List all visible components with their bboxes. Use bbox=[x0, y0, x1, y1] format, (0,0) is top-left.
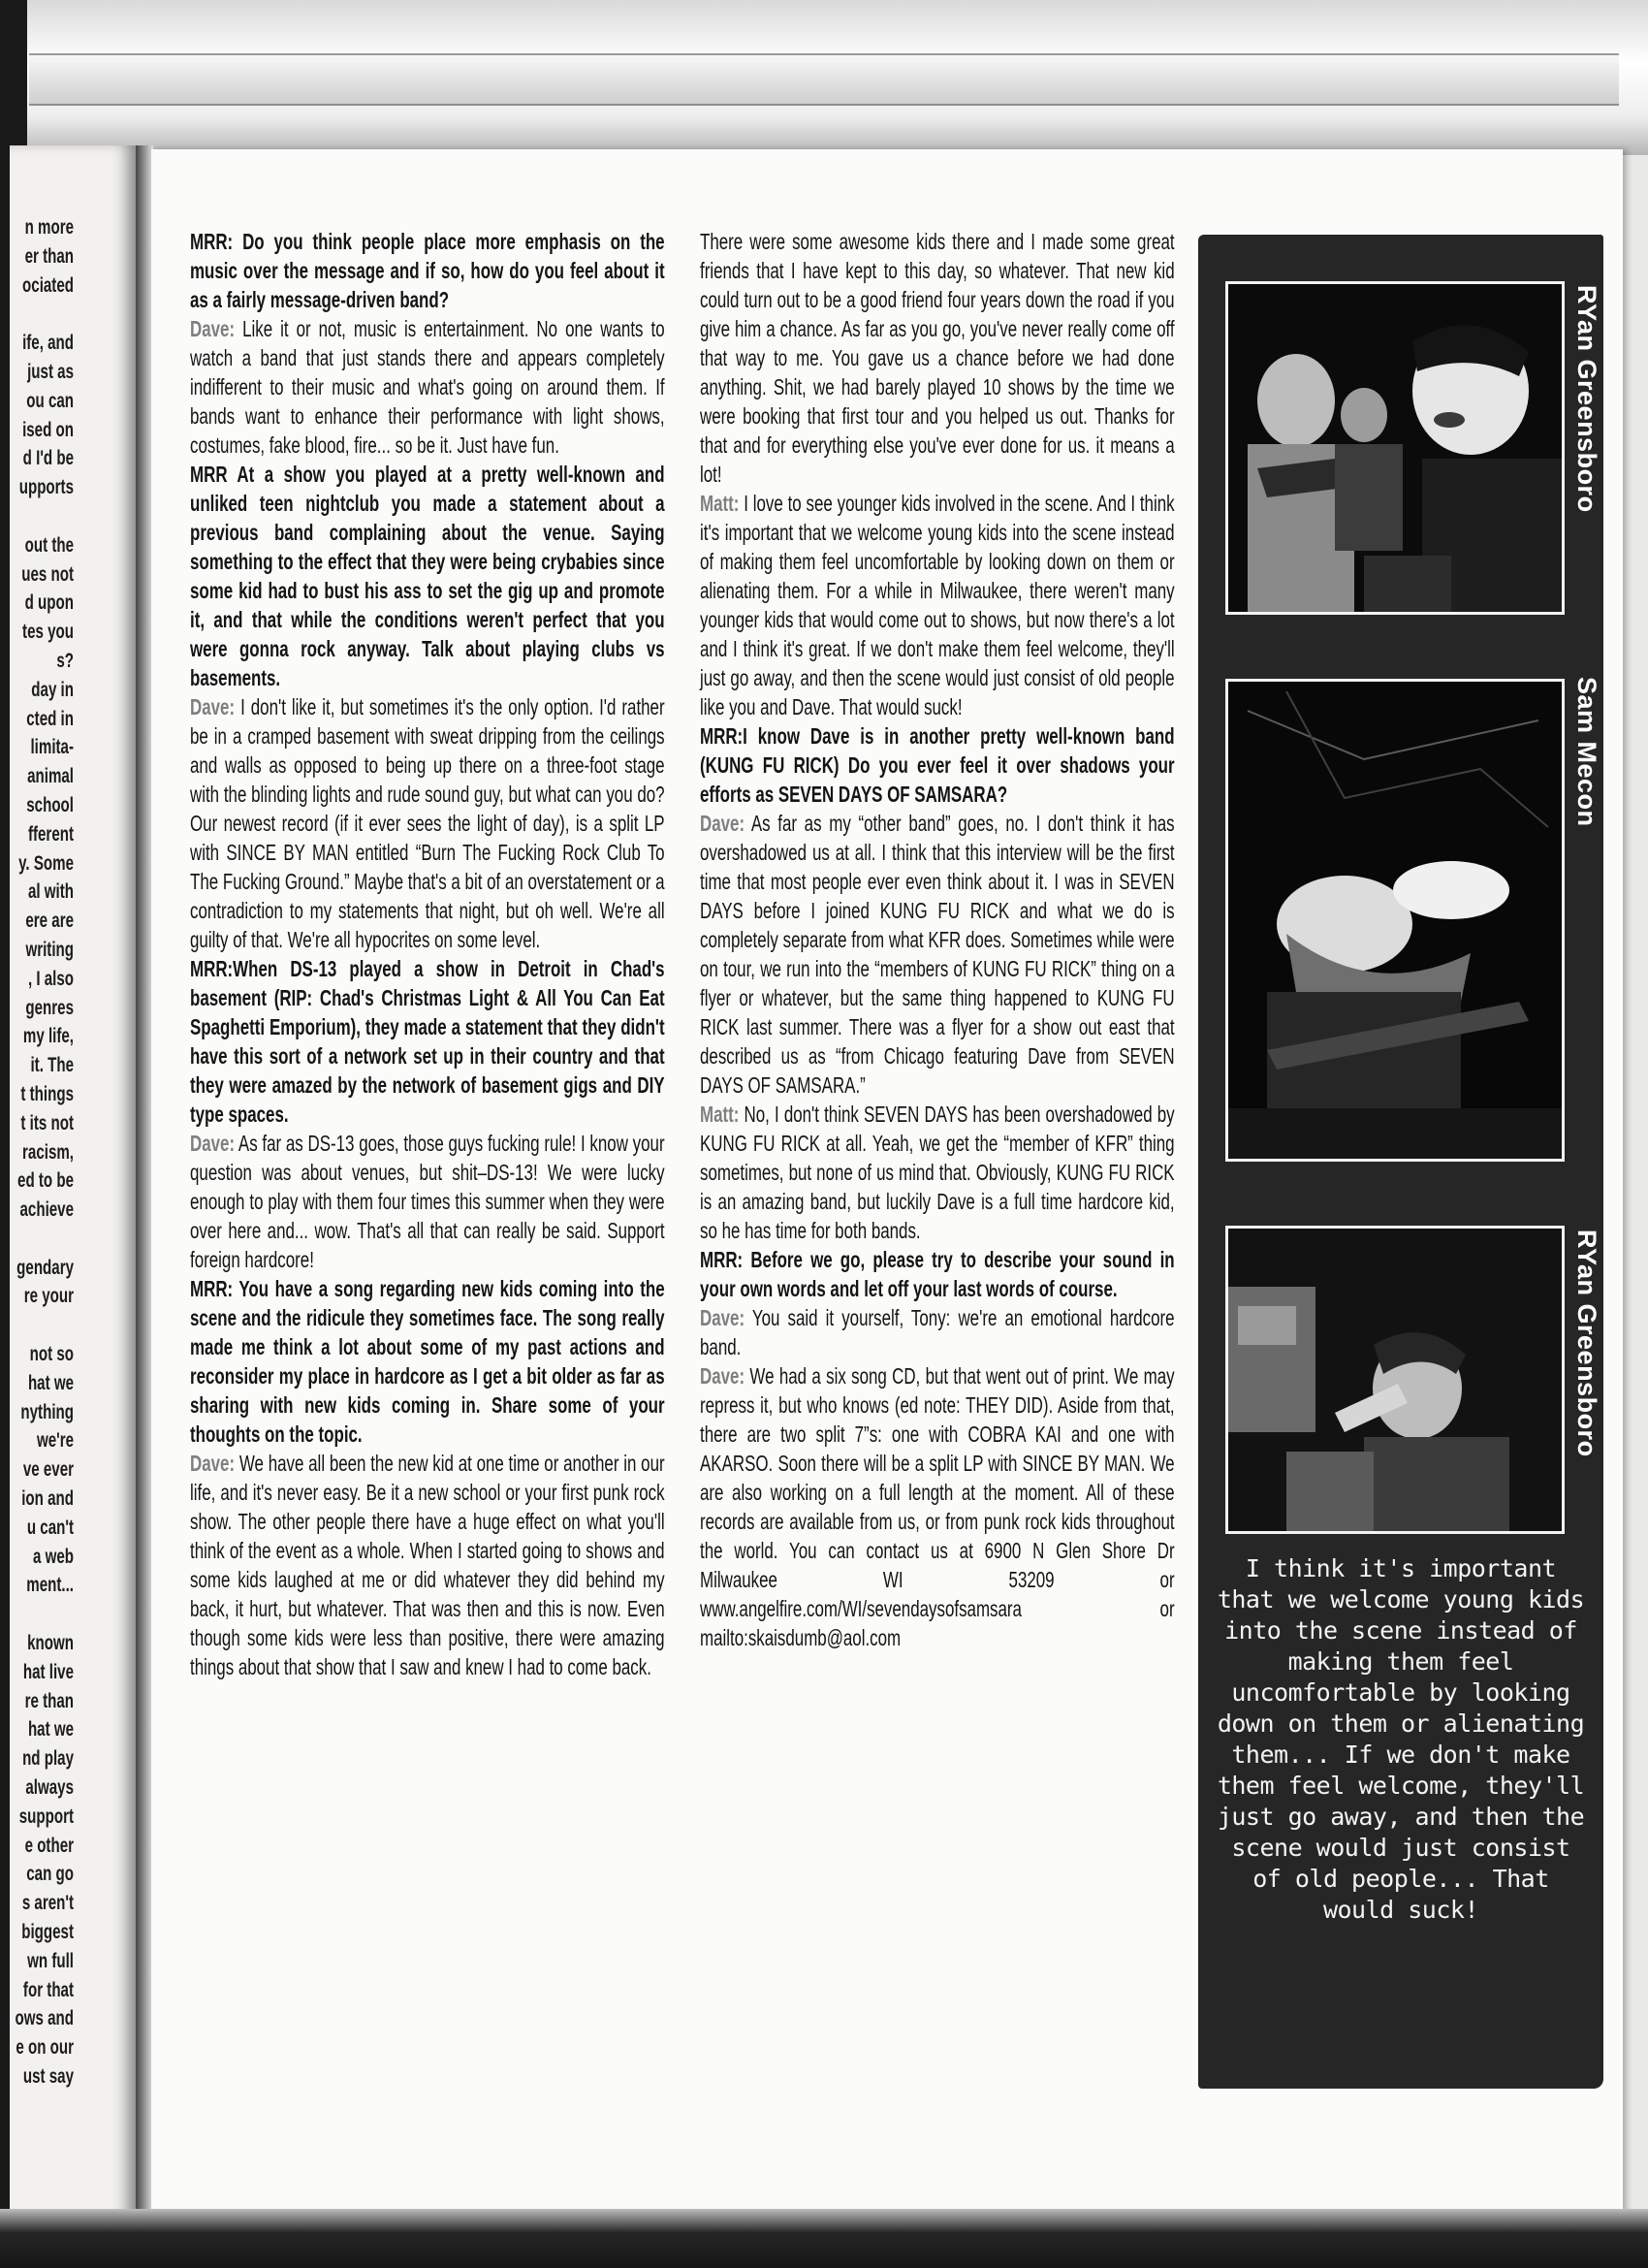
speaker-name: Dave: bbox=[700, 811, 745, 836]
previous-page-line: achieve bbox=[19, 1198, 74, 1222]
previous-page-line: ion and bbox=[21, 1487, 74, 1511]
speaker-name: Dave: bbox=[700, 1305, 745, 1330]
previous-page-line: can go bbox=[26, 1863, 74, 1886]
answer-text: Like it or not, music is entertainment. No one wants to watch a band that just stands there and appears completely indifferent to their music and what's going on around them. If bands want to enhance their performance with light shows, costumes, fake blood, fire... so be it. Just have fun. bbox=[190, 316, 665, 458]
previous-page-line: limita- bbox=[30, 736, 74, 759]
previous-page-line: ve ever bbox=[22, 1458, 74, 1482]
interview-column-middle bbox=[700, 227, 1175, 1652]
previous-page-line: d upon bbox=[24, 591, 74, 615]
interview-question bbox=[190, 954, 665, 1129]
previous-page-line: a web bbox=[32, 1545, 74, 1568]
interview-question bbox=[700, 721, 1175, 809]
speaker-name: Dave: bbox=[190, 1131, 236, 1156]
scanner-lid bbox=[0, 0, 1648, 155]
answer-text: We had a six song CD, but that went out of print. We may repress it, but who knows (ed note: THEY DID). Aside from that, there are two split 7”s: one with COBRA KAI and one with AKARSO. Soon there will be a split LP with SINCE BY MAN. We are also working on a full length at the moment. All of these records are available from us, or from punk rock kids throughout the world. You can contact us at 6900 N Glen Shore Dr Milwaukee WI 53209 or www.angelfire.com/WI/sevendaysofsamsara or mailto:skaisdumb@aol.com bbox=[700, 1363, 1175, 1650]
interview-answer bbox=[190, 314, 665, 460]
interview-answer bbox=[700, 1100, 1175, 1245]
interview-answer bbox=[700, 1303, 1175, 1361]
speaker-name: Matt: bbox=[700, 1102, 740, 1127]
previous-page-line bbox=[10, 300, 74, 329]
interview-answer bbox=[190, 1449, 665, 1681]
previous-page-line: my life, bbox=[22, 1025, 74, 1048]
speaker-name: Dave: bbox=[190, 316, 236, 341]
previous-page-line: ou can bbox=[26, 389, 74, 412]
previous-page-line: support bbox=[18, 1805, 74, 1828]
previous-page-line: school bbox=[26, 793, 74, 816]
previous-page-line: writing bbox=[25, 938, 74, 961]
previous-page-line: tes you bbox=[22, 621, 74, 644]
speaker-name: Dave: bbox=[700, 1363, 745, 1389]
interview-answer bbox=[190, 1129, 665, 1274]
previous-page-line: e on our bbox=[16, 2036, 74, 2060]
interview-answer bbox=[700, 227, 1175, 489]
previous-page-line: it. The bbox=[30, 1054, 74, 1077]
question-text: MRR:I know Dave is in another pretty well-known band (KUNG FU RICK) Do you ever feel it over shadows your efforts as SEVEN DAYS OF SAMSARA? bbox=[700, 723, 1175, 807]
previous-page-line: known bbox=[27, 1632, 74, 1655]
answer-text: As far as DS-13 goes, those guys fucking rule! I know your question was about venues, but shit–DS-13! We were lucky enough to play with them four times this summer when they were over here and... wow. That's all that can really be said. Support foreign hardcore! bbox=[190, 1131, 665, 1272]
previous-page-line: ised on bbox=[22, 418, 74, 441]
previous-page-line: d I'd be bbox=[22, 447, 74, 470]
answer-text: We have all been the new kid at one time or another in our life, and it's never easy. Be it a new school or your first punk rock show. The other people there have a huge effect on what you'll think of the event as a whole. When I started going to shows and some kids laughed at me or did whatever they did behind my back, it hurt, but whatever. That was then and this is now. Even though some kids were less than positive, there were amazing things about that show that I saw and knew I had to come back. bbox=[190, 1451, 665, 1679]
previous-page-line: er than bbox=[24, 244, 74, 268]
previous-page-line: s aren't bbox=[21, 1892, 74, 1915]
speaker-name: Dave: bbox=[190, 694, 236, 719]
answer-text: I don't like it, but sometimes it's the only option. I'd rather be in a cramped basement with sweat dripping from the ceilings and walls as opposed to being up there on a three-foot stage with the blinding lights and rude sound guy, but what can you do? Our newest record (if it ever sees the light of day), is a split LP with SINCE BY MAN entitled “Burn The Fucking Rock Club To The Fucking Ground.” Maybe that's a bit of an overstatement or a contradiction to my statements that night, but oh well. We're all guilty of that. We're all hypocrites on some level. bbox=[190, 694, 665, 952]
answer-text: There were some awesome kids there and I made some great friends that I have kept to this day, so whatever. That new kid could turn out to be a good friend four years down the road if you give him a chance. As far as you go, you've never really come off that way to me. You gave us a chance before we had done anything. Shit, we had barely played 10 shows by the time we were booking that first tour and you helped us out. Thanks for that and for everything else you've ever done for us. it means a lot! bbox=[700, 229, 1175, 487]
previous-page-line: we're bbox=[36, 1429, 74, 1453]
band-photo-2 bbox=[1225, 679, 1565, 1162]
previous-page-line: , I also bbox=[27, 967, 74, 990]
previous-page-line: not so bbox=[29, 1343, 74, 1366]
previous-page-line: re than bbox=[24, 1689, 74, 1712]
scanner-bottom-edge bbox=[0, 2209, 1648, 2268]
previous-page-line: biggest bbox=[21, 1921, 74, 1944]
previous-page-line: gendary bbox=[16, 1256, 74, 1279]
previous-page-line: ed to be bbox=[17, 1169, 74, 1193]
photo-credit-1: RYan Greensboro bbox=[1572, 285, 1601, 513]
interview-question bbox=[190, 460, 665, 692]
previous-page-line bbox=[10, 1225, 74, 1254]
previous-page-line: nything bbox=[20, 1400, 74, 1423]
interview-answer bbox=[190, 692, 665, 954]
interview-answer bbox=[700, 489, 1175, 721]
answer-text: I love to see younger kids involved in the scene. And I think it's important that we welcome young kids into the scene instead of making them feel uncomfortable by looking down on them or alienating them. For a while in Milwaukee, there weren't many younger kids that would come out to shows, but now there's a lot and I think it's great. If we don't make them feel welcome, they'll just go away, and then the scene would just consist of old people like you and Dave. That would suck! bbox=[700, 491, 1175, 719]
speaker-name: Dave: bbox=[190, 1451, 236, 1476]
previous-page-line: upports bbox=[18, 476, 74, 499]
answer-text: No, I don't think SEVEN DAYS has been overshadowed by KUNG FU RICK at all. Yeah, we get the “member of KFR” thing sometimes, but none of us mind that. Obviously, KUNG FU RICK is an amazing band, but luckily Dave is a full time hardcore kid, so he has time for both bands. bbox=[700, 1102, 1175, 1243]
interview-question bbox=[700, 1245, 1175, 1303]
photo-sidebar bbox=[1198, 235, 1603, 2089]
previous-page-line: always bbox=[25, 1776, 74, 1800]
previous-page-line: genres bbox=[25, 996, 74, 1019]
previous-page-line: ife, and bbox=[22, 332, 74, 355]
previous-page-line bbox=[10, 1600, 74, 1629]
question-text: MRR: You have a song regarding new kids coming into the scene and the ridicule they sometimes face. The song really made me think a lot about some of my past actions and reconsider my place in hardcore as I get a bit older as far as sharing with new kids coming in. Share some of your thoughts on the topic. bbox=[190, 1276, 665, 1447]
question-text: MRR:When DS-13 played a show in Detroit in Chad's basement (RIP: Chad's Christmas Light & All You Can Eat Spaghetti Emporium), they made a statement that they didn't have this sort of a network set up in their country and that they were amazed by the network of basement gigs and DIY type spaces. bbox=[190, 956, 665, 1127]
previous-page-line: y. Some bbox=[18, 851, 74, 875]
previous-page-line: t things bbox=[20, 1082, 74, 1105]
magazine-page bbox=[151, 149, 1623, 2215]
previous-page-text bbox=[10, 213, 74, 2092]
pull-quote: I think it's important that we welcome young kids into the scene instead of making them feel uncomfortable by looking down on them or alienating them... If we don't make them feel welcome, they'll just go away, and then the scene would just consist of old people... That would suck! bbox=[1217, 1554, 1585, 1924]
interview-question bbox=[190, 227, 665, 314]
previous-page-line: e other bbox=[24, 1834, 74, 1857]
previous-page-line: hat we bbox=[27, 1718, 74, 1741]
previous-page-line: day in bbox=[31, 678, 74, 701]
previous-page-line: u can't bbox=[26, 1516, 74, 1539]
previous-page-line bbox=[10, 1311, 74, 1340]
interview-column-left bbox=[190, 227, 665, 1681]
question-text: MRR At a show you played at a pretty well-known and unliked teen nightclub you made a statement about a previous band complaining about the venue. Saying something to the effect that they were being crybabies since some kid had to bust his ass to set the gig up and promote it, and that while the conditions weren't perfect that you were gonna rock anyway. Talk about playing clubs vs basements. bbox=[190, 462, 665, 690]
interview-answer bbox=[700, 1361, 1175, 1652]
previous-page-line: wn full bbox=[27, 1949, 74, 1972]
previous-page-line: animal bbox=[27, 765, 74, 788]
previous-page-line: n more bbox=[24, 216, 74, 239]
previous-page-line bbox=[10, 502, 74, 531]
previous-page-line: cted in bbox=[26, 707, 74, 730]
question-text: MRR: Do you think people place more emphasis on the music over the message and if so, how do you feel about it as a fairly message-driven band? bbox=[190, 229, 665, 312]
question-text: MRR: Before we go, please try to describe your sound in your own words and let off your last words of course. bbox=[700, 1247, 1175, 1301]
previous-page-line: ere are bbox=[25, 910, 74, 933]
previous-page-line: re your bbox=[23, 1285, 74, 1308]
answer-text: As far as my “other band” goes, no. I don't think it has overshadowed us at all. I think that this interview will be the first time that most people ever even think about it. I was in SEVEN DAYS before I joined KUNG FU RICK and what we do is completely separate from what KFR does. Sometimes while were on tour, we run into the “members of KUNG FU RICK” thing on a flyer or whatever, but the same thing happened to KUNG FU RICK last summer. There was a flyer for a show out east that described us as “from Chicago featuring Dave from SEVEN DAYS OF SAMSARA.” bbox=[700, 811, 1175, 1098]
previous-page-line: nd play bbox=[22, 1747, 74, 1771]
previous-page-line: s? bbox=[56, 649, 74, 672]
previous-page-line: ows and bbox=[15, 2007, 74, 2030]
previous-page-line: ues not bbox=[21, 562, 74, 586]
band-photo-1 bbox=[1225, 281, 1565, 615]
previous-page-line: ust say bbox=[22, 2065, 74, 2088]
interview-question bbox=[190, 1274, 665, 1449]
previous-page-line: t its not bbox=[20, 1111, 74, 1134]
previous-page-line: hat live bbox=[22, 1660, 74, 1683]
previous-page-line: just as bbox=[27, 360, 74, 383]
previous-page-line: hat we bbox=[27, 1371, 74, 1394]
speaker-name: Matt: bbox=[700, 491, 740, 516]
band-photo-3 bbox=[1225, 1226, 1565, 1534]
previous-page-line: out the bbox=[24, 533, 74, 557]
answer-text: You said it yourself, Tony: we're an emotional hardcore band. bbox=[700, 1305, 1175, 1359]
previous-page-edge bbox=[10, 145, 136, 2220]
interview-answer bbox=[700, 809, 1175, 1100]
previous-page-line: for that bbox=[22, 1978, 74, 2001]
previous-page-line: al with bbox=[27, 880, 74, 904]
photo-credit-2: Sam Mecon bbox=[1572, 677, 1601, 827]
previous-page-line: ment... bbox=[26, 1574, 74, 1597]
previous-page-line: fferent bbox=[27, 822, 74, 846]
previous-page-line: ociated bbox=[22, 273, 74, 297]
photo-credit-3: RYan Greensboro bbox=[1572, 1230, 1601, 1457]
scanner-lid-edge bbox=[29, 53, 1619, 106]
previous-page-line: racism, bbox=[22, 1140, 74, 1164]
